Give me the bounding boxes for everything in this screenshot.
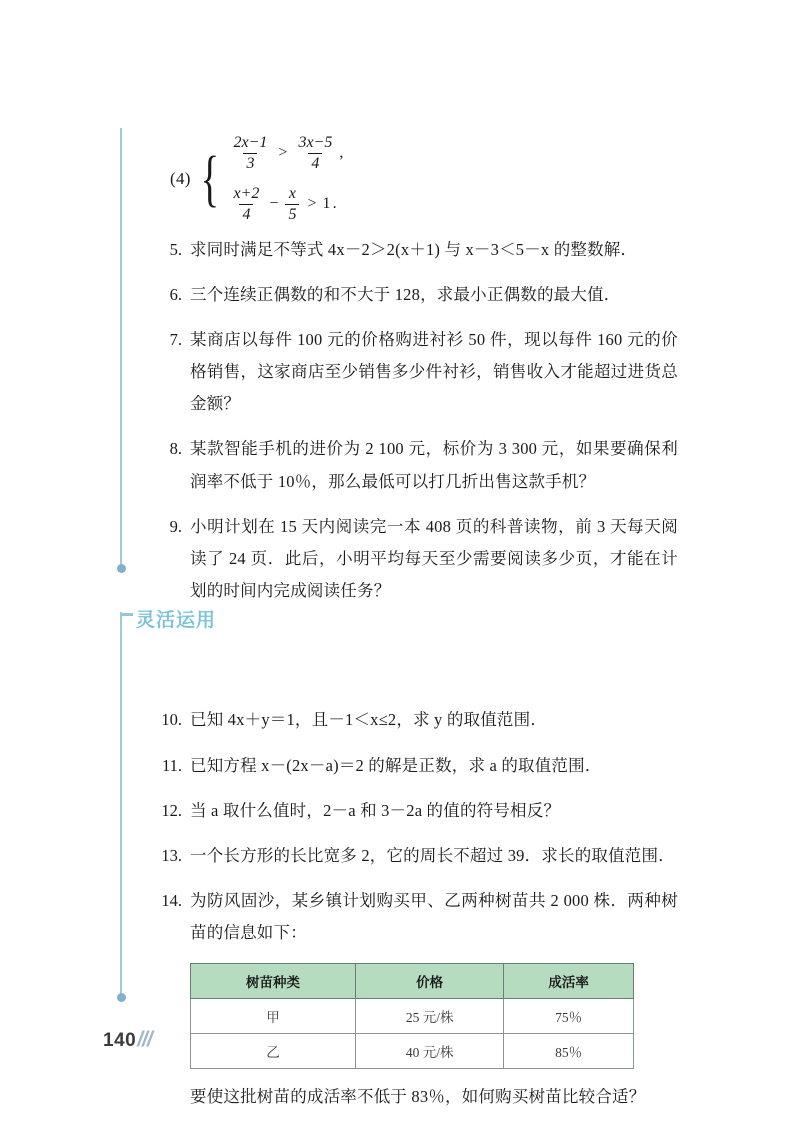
- table-cell-1-1: 40 元/株: [356, 1034, 504, 1069]
- problem-14-tail-spacer: [148, 1081, 190, 1113]
- problem-number: 10.: [161, 710, 182, 730]
- problem-item: [148, 433, 678, 497]
- section-heading-flexible-use: [136, 605, 216, 632]
- problem-number: 14.: [161, 891, 182, 911]
- problem-item: [148, 511, 678, 608]
- fraction-2-numerator: 3x−5: [298, 134, 333, 151]
- problem-4-label: (4): [170, 168, 191, 188]
- problem-text: 求同时满足不等式 4x－2＞2(x＋1) 与 x－3＜5－x 的整数解．: [190, 239, 638, 259]
- fraction-4-denominator: 5: [285, 204, 299, 224]
- page-number: 140: [103, 1030, 137, 1051]
- table-header-cell-0: 树苗种类: [191, 964, 356, 999]
- problem-14-tail: [148, 1081, 678, 1113]
- fraction-1-denominator: 3: [243, 153, 257, 173]
- table-cell-0-0: 甲: [191, 999, 356, 1034]
- system-line-1: [229, 134, 344, 173]
- system-line-2: [229, 185, 344, 224]
- footer-slashes-decoration: ///: [137, 1028, 152, 1051]
- section-gap: [148, 620, 678, 704]
- table-header-cell-1: 价格: [356, 964, 504, 999]
- problem-number: 9.: [169, 516, 182, 536]
- problem-text: 为防风固沙，某乡镇计划购买甲、乙两种树苗共 2 000 株．两种树苗的信息如下：: [190, 891, 678, 943]
- fraction-3-numerator: x+2: [233, 184, 260, 202]
- problem-14-tail-text: 要使这批树苗的成活率不低于 83％，如何购买树苗比较合适？: [190, 1087, 646, 1107]
- problem-text: 某款智能手机的进价为 2 100 元，标价为 3 300 元，如果要确保利润率不低于 10％，那么最低可以打几折出售这款手机？: [190, 439, 678, 491]
- system-rows: [229, 134, 344, 224]
- fraction-3-denominator: 4: [239, 204, 253, 224]
- table-cell-1-2: 85％: [504, 1034, 634, 1069]
- operator-minus: −: [269, 195, 279, 213]
- problem-item: [148, 885, 678, 949]
- problem-item: [148, 234, 678, 266]
- fraction-1: [231, 134, 271, 173]
- problem-text: 已知方程 x－(2x－a)＝2 的解是正数，求 a 的取值范围．: [190, 755, 602, 775]
- flexible-problem-list: [148, 704, 678, 949]
- problem-text: 一个长方形的长比宽多 2，它的周长不超过 39．求长的取值范围．: [190, 845, 675, 865]
- problem-text: 某商店以每件 100 元的价格购进衬衫 50 件，现以每件 160 元的价格销售，这家商店至少销售多少件衬衫，销售收入才能超过进货总金额？: [190, 329, 678, 414]
- table-cell-0-2: 75％: [504, 999, 634, 1034]
- section-heading-text: 灵活运用: [136, 610, 217, 631]
- basic-problem-list: [148, 234, 678, 608]
- relation-1: >: [278, 144, 288, 162]
- problem-4-system: [148, 134, 678, 224]
- problem-number: 7.: [169, 329, 182, 349]
- problem-number: 6.: [169, 284, 182, 304]
- relation-2: >: [307, 195, 317, 213]
- system-line-2-tail: .: [332, 195, 337, 213]
- problem-text: 三个连续正偶数的和不大于 128，求最小正偶数的最大值．: [190, 284, 621, 304]
- table-header-row: [191, 964, 634, 999]
- system-brace: {: [200, 144, 219, 213]
- fraction-4: [285, 185, 299, 224]
- problem-text: 小明计划在 15 天内阅读完一本 408 页的科普读物，前 3 天每天阅读了 24 页．此后，小明平均每天至少需要阅读多少页，才能在计划的时间内完成阅读任务？: [190, 516, 678, 601]
- table-cell-0-1: 25 元/株: [356, 999, 504, 1034]
- problem-item: [148, 795, 678, 827]
- rail-end-dot-upper: [117, 564, 126, 573]
- problem-text: 已知 4x＋y＝1，且－1＜x≤2，求 y 的取值范围．: [190, 710, 548, 730]
- page-footer: [103, 1028, 152, 1052]
- table-header-cell-2: 成活率: [504, 964, 634, 999]
- seedling-info-table-wrap: [190, 963, 634, 1069]
- fraction-2: [295, 134, 335, 173]
- seedling-info-table: [190, 963, 634, 1069]
- problem-item: [148, 704, 678, 736]
- problem-item: [148, 750, 678, 782]
- problem-number: 11.: [161, 755, 182, 775]
- table-row: [191, 999, 634, 1034]
- problem-number: 13.: [161, 845, 182, 865]
- problem-number: 5.: [169, 239, 182, 259]
- system-line-2-rhs: 1: [322, 195, 331, 213]
- problem-text: 当 a 取什么值时，2－a 和 3－2a 的值的符号相反？: [190, 800, 561, 820]
- rail-end-dot-lower: [117, 993, 126, 1002]
- fraction-4-numerator: x: [288, 184, 296, 202]
- left-guide-rail-upper: [120, 128, 122, 568]
- system-line-1-tail: ,: [339, 144, 344, 162]
- problem-item: [148, 324, 678, 421]
- fraction-2-denominator: 4: [308, 153, 322, 173]
- problem-number: 8.: [169, 439, 182, 459]
- fraction-1-numerator: 2x−1: [233, 134, 268, 151]
- table-row: [191, 1034, 634, 1069]
- left-guide-rail-lower: [120, 612, 122, 997]
- problem-number: 12.: [161, 800, 182, 820]
- table-cell-1-0: 乙: [191, 1034, 356, 1069]
- problem-item: [148, 840, 678, 872]
- fraction-3: [231, 185, 263, 224]
- page-content: [148, 128, 678, 1127]
- problem-item: [148, 279, 678, 311]
